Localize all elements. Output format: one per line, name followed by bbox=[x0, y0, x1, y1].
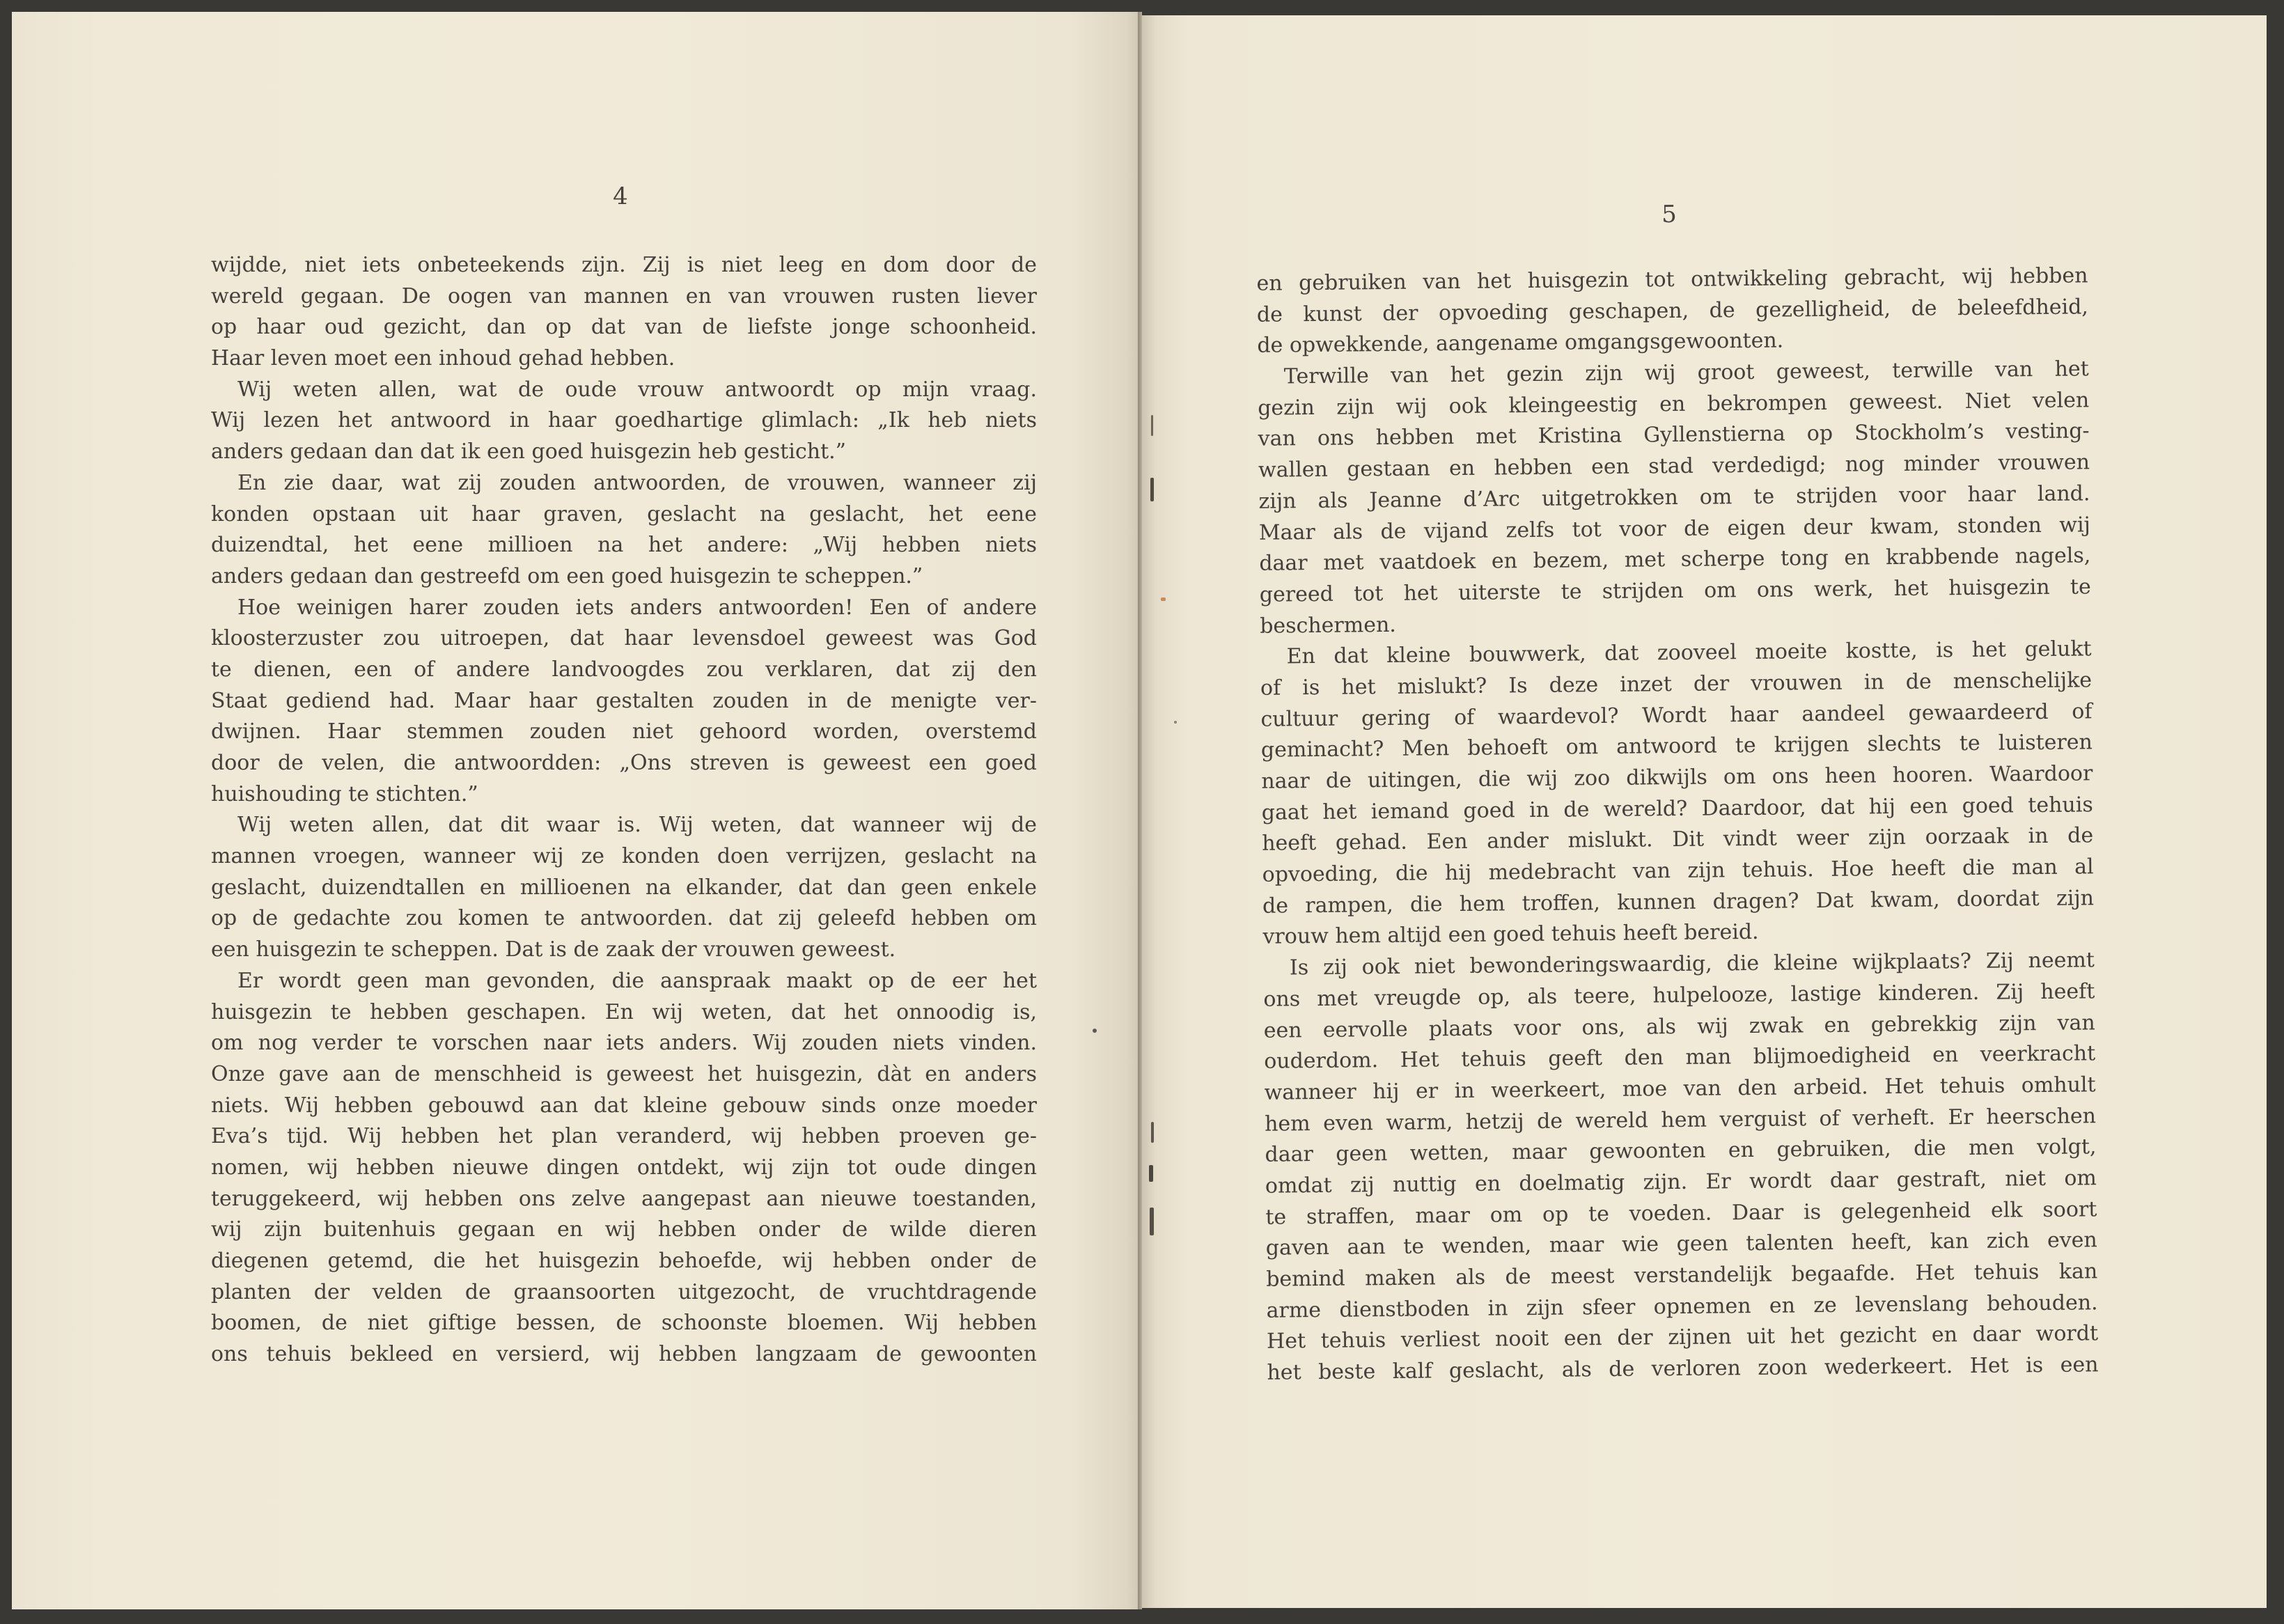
text-line: gereed tot het uiterste te strijden om ons werk, het huisgezin te bbox=[1259, 575, 2091, 607]
text-line: Eva’s tijd. Wij hebben het plan veranderd, wij hebben proeven ge- bbox=[211, 1124, 1037, 1149]
text-line: Onze gave aan de menschheid is geweest het huisgezin, dàt en anders bbox=[211, 1061, 1037, 1086]
binding-mark bbox=[1150, 478, 1154, 501]
text-line: en gebruiken van het huisgezin tot ontwikkeling gebracht, wij hebben bbox=[1256, 263, 2088, 296]
text-line: Staat gediend had. Maar haar gestalten zouden in de menigte ver- bbox=[211, 688, 1037, 713]
text-line: kloosterzuster zou uitroepen, dat haar levensdoel geweest was God bbox=[211, 626, 1037, 651]
text-line: geslacht, duizendtallen en millioenen na elkander, dat dan geen enkele bbox=[211, 875, 1037, 900]
text-line: bemind maken als de meest verstandelijk begaafde. Het tehuis kan bbox=[1266, 1259, 2098, 1292]
binding-mark bbox=[1151, 1122, 1154, 1143]
text-line: Hoe weinigen harer zouden iets anders antwoorden! Een of andere bbox=[237, 595, 1037, 620]
paper-spot bbox=[1093, 1029, 1097, 1033]
text-line: te dienen, een of andere landvoogdes zou verklaren, dat zij den bbox=[211, 657, 1037, 682]
page-number: 5 bbox=[1661, 200, 1677, 229]
page-number: 4 bbox=[613, 182, 628, 210]
text-line: Terwille van het gezin zijn wij groot geweest, terwille van het bbox=[1283, 357, 2089, 389]
page-right bbox=[1142, 15, 2267, 1608]
text-line: huishouding te stichten.” bbox=[211, 781, 478, 806]
text-line: duizendtal, het eene millioen na het andere: „Wij hebben niets bbox=[211, 533, 1037, 558]
text-line: planten der velden de graansoorten uitgezocht, de vruchtdragende bbox=[211, 1279, 1037, 1304]
binding-mark bbox=[1151, 415, 1153, 436]
text-line: naar de uitingen, die wij zoo dikwijls om ons heen hooren. Waardoor bbox=[1261, 761, 2093, 794]
text-line: het beste kalf geslacht, als de verloren zoon wederkeert. Het is een bbox=[1267, 1352, 2099, 1385]
text-line: cultuur gering of waardevol? Wordt haar aandeel gewaardeerd of bbox=[1260, 698, 2093, 732]
text-line: de kunst der opvoeding geschapen, de gezelligheid, de beleefdheid, bbox=[1256, 294, 2089, 327]
text-line: En dat kleine bouwwerk, dat zooveel moeite kostte, is het gelukt bbox=[1286, 637, 2092, 669]
text-line: door de velen, die antwoordden: „Ons streven is geweest een goed bbox=[211, 751, 1037, 775]
text-line: gaven aan te wenden, maar wie geen talenten heeft, kan zich even bbox=[1265, 1228, 2097, 1261]
text-line: Er wordt geen man gevonden, die aanspraak maakt op de eer het bbox=[237, 968, 1037, 993]
text-line: ouderdom. Het tehuis geeft den man blijmoedigheid en veerkracht bbox=[1264, 1041, 2096, 1074]
text-line: opvoeding, die hij medebracht van zijn tehuis. Hoe heeft die man al bbox=[1262, 854, 2094, 887]
text-line: wallen gestaan en hebben een stad verdedigd; nog minder vrouwen bbox=[1258, 450, 2090, 483]
text-line: konden opstaan uit haar graven, geslacht na geslacht, het eene bbox=[211, 501, 1037, 526]
text-line: anders gedaan dan gestreefd om een goed huisgezin te scheppen.” bbox=[211, 563, 923, 588]
paper-spot bbox=[1161, 598, 1166, 601]
text-line: omdat zij nuttig en doelmatig zijn. Er wordt daar gestraft, niet om bbox=[1265, 1166, 2097, 1199]
text-line: Haar leven moet een inhoud gehad hebben. bbox=[211, 346, 675, 371]
text-line: Wij weten allen, wat de oude vrouw antwoordt op mijn vraag. bbox=[237, 377, 1037, 402]
text-line: gezin zijn wij ook kleingeestig en bekrompen geweest. Niet velen bbox=[1258, 388, 2090, 421]
text-line: vrouw hem altijd een goed tehuis heeft bereid. bbox=[1262, 920, 1759, 950]
text-line: Wij lezen het antwoord in haar goedhartige glimlach: „Ik heb niets bbox=[211, 408, 1037, 433]
text-line: wereld gegaan. De oogen van mannen en van vrouwen rusten liever bbox=[211, 283, 1037, 309]
text-line: de opwekkende, aangename omgangsgewoonten. bbox=[1257, 328, 1784, 359]
text-line: te straffen, maar om op te voeden. Daar is gelegenheid elk soort bbox=[1265, 1196, 2097, 1230]
paper-spot bbox=[1174, 721, 1177, 724]
text-block bbox=[211, 250, 1037, 1371]
text-line: nomen, wij hebben nieuwe dingen ontdekt, wij zijn tot oude dingen bbox=[211, 1155, 1037, 1180]
text-line: daar geen wetten, maar gewoonten en gebruiken, die men volgt, bbox=[1265, 1134, 2097, 1167]
text-line: de rampen, die hem troffen, kunnen dragen? Dat kwam, doordat zijn bbox=[1262, 886, 2095, 919]
binding-mark bbox=[1149, 1165, 1153, 1182]
text-line: niets. Wij hebben gebouwd aan dat kleine gebouw sinds onze moeder bbox=[211, 1093, 1037, 1118]
text-line: arme dienstboden in zijn sfeer opnemen en ze levenslang behouden. bbox=[1266, 1290, 2098, 1323]
text-line: geminacht? Men behoeft om antwoord te krijgen slechts te luisteren bbox=[1260, 730, 2093, 763]
text-line: wanneer hij er in weerkeert, moe van den arbeid. Het tehuis omhult bbox=[1264, 1072, 2096, 1105]
text-line: anders gedaan dan dat ik een goed huisgezin heb gesticht.” bbox=[211, 439, 847, 464]
page-left bbox=[12, 12, 1139, 1609]
text-line: ons met vreugde op, als teere, hulpelooze, lastige kinderen. Zij heeft bbox=[1263, 979, 2095, 1012]
text-line: ons tehuis bekleed en versierd, wij hebben langzaam de gewoonten bbox=[211, 1342, 1037, 1367]
text-line: diegenen getemd, die het huisgezin behoefde, wij hebben onder de bbox=[211, 1249, 1037, 1273]
text-line: Is zij ook niet bewonderingswaardig, die kleine wijkplaats? Zij neemt bbox=[1289, 948, 2095, 981]
text-line: wij zijn buitenhuis gegaan en wij hebben onder de wilde dieren bbox=[211, 1217, 1037, 1242]
binding-mark bbox=[1150, 1208, 1154, 1235]
text-line: zijn als Jeanne d’Arc uitgetrokken om te strijden voor haar land. bbox=[1258, 481, 2090, 514]
text-line: beschermen. bbox=[1260, 612, 1397, 639]
text-line: op haar oud gezicht, dan op dat van de liefste jonge schoonheid. bbox=[211, 315, 1037, 340]
text-line: een huisgezin te scheppen. Dat is de zaak der vrouwen geweest. bbox=[211, 937, 896, 962]
text-line: daar met vaatdoek en bezem, met scherpe tong en krabbende nagels, bbox=[1259, 543, 2091, 576]
text-line: Wij weten allen, dat dit waar is. Wij weten, dat wanneer wij de bbox=[237, 813, 1037, 838]
text-line: dwijnen. Haar stemmen zouden niet gehoord worden, overstemd bbox=[211, 719, 1037, 744]
text-line: hem even warm, hetzij de wereld hem verguist of verheft. Er heerschen bbox=[1264, 1103, 2097, 1137]
text-line: mannen vroegen, wanneer wij ze konden doen verrijzen, geslacht na bbox=[211, 844, 1037, 869]
text-line: En zie daar, wat zij zouden antwoorden, de vrouwen, wanneer zij bbox=[237, 470, 1037, 495]
text-line: op de gedachte zou komen te antwoorden. dat zij geleefd hebben om bbox=[211, 906, 1037, 931]
text-line: huisgezin te hebben geschapen. En wij weten, dat het onnoodig is, bbox=[211, 999, 1037, 1024]
text-line: Het tehuis verliest nooit een der zijnen uit het gezicht en daar wordt bbox=[1266, 1321, 2099, 1354]
text-line: een eervolle plaats voor ons, als wij zwak en gebrekkig zijn van bbox=[1263, 1010, 2095, 1043]
text-line: Maar als de vijand zelfs tot voor de eigen deur kwam, stonden wij bbox=[1258, 512, 2091, 545]
text-line: heeft gehad. Een ander mislukt. Dit vindt weer zijn oorzaak in de bbox=[1262, 823, 2094, 857]
text-line: boomen, de niet giftige bessen, de schoonste bloemen. Wij hebben bbox=[211, 1311, 1037, 1336]
text-line: wijdde, niet iets onbeteekends zijn. Zij is niet leeg en dom door de bbox=[211, 253, 1037, 277]
text-line: om nog verder te vorschen naar iets anders. Wij zouden niets vinden. bbox=[211, 1031, 1037, 1056]
text-line: teruggekeerd, wij hebben ons zelve aangepast aan nieuwe toestanden, bbox=[211, 1186, 1037, 1211]
text-line: van ons hebben met Kristina Gyllenstierna op Stockholm’s vesting- bbox=[1258, 419, 2090, 452]
text-block bbox=[1256, 260, 2098, 1389]
text-line: of is het mislukt? Is deze inzet der vrouwen in de menschelijke bbox=[1260, 668, 2093, 701]
text-line: gaat het iemand goed in de wereld? Daardoor, dat hij een goed tehuis bbox=[1261, 792, 2093, 825]
